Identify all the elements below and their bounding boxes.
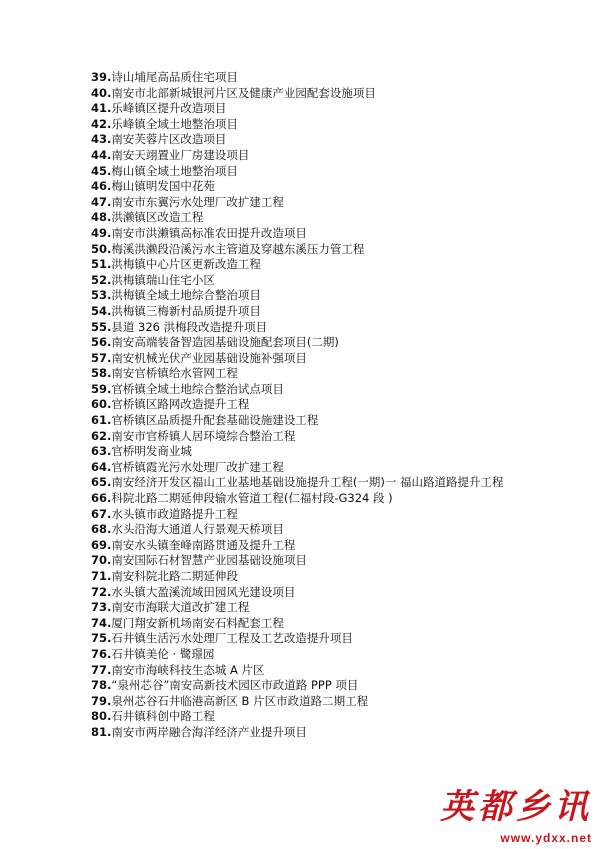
list-item: [91, 725, 541, 741]
list-item: [91, 522, 541, 538]
item-number: 39.: [91, 70, 112, 84]
list-item: [91, 600, 541, 616]
item-text: 县道 326 洪梅段改造提升项目: [111, 319, 268, 334]
list-item: [91, 397, 541, 413]
list-item: [91, 663, 541, 679]
watermark-title: 英都乡讯: [440, 787, 592, 827]
item-number: 71.: [91, 569, 112, 583]
item-number: 56.: [91, 335, 112, 350]
item-number: 73.: [91, 600, 112, 615]
item-number: 44.: [91, 147, 112, 162]
item-number: 53.: [91, 288, 112, 303]
watermark-url: www.ydxx.net: [500, 831, 592, 845]
list-item: [91, 86, 541, 102]
item-number: 47.: [91, 194, 112, 209]
item-text: 梅山镇明发国中花苑: [111, 179, 215, 194]
list-item: [91, 288, 541, 304]
item-number: 48.: [91, 210, 112, 225]
item-text: 官桥镇全域土地综合整治试点项目: [111, 381, 284, 396]
list-item: [91, 507, 541, 523]
item-text: 南安高端装备智造园基础设施配套项目(二期): [111, 335, 339, 350]
item-number: 61.: [91, 413, 112, 428]
item-text: 石井镇生活污水处理厂工程及工艺改造提升项目: [111, 631, 353, 646]
item-text: “泉州芯谷”南安高新技术园区市政道路 PPP 项目: [111, 678, 359, 693]
list-item: [91, 678, 541, 694]
item-number: 75.: [91, 631, 112, 646]
item-text: 乐峰镇全域土地整治项目: [111, 116, 238, 131]
item-text: 水头镇市政道路提升工程: [111, 506, 238, 521]
item-text: 梅山镇全域土地整治项目: [111, 163, 238, 178]
list-item: [91, 117, 541, 133]
item-text: 石井镇科创中路工程: [111, 709, 215, 724]
item-text: 水头沿海大通道人行景观天桥项目: [111, 522, 284, 537]
item-text: 南安市官桥镇人居环境综合整治工程: [111, 428, 296, 443]
item-text: 南安市海联大道改扩建工程: [111, 600, 250, 615]
list-item: [91, 132, 541, 148]
item-number: 79.: [91, 693, 112, 708]
item-text: 洪濑镇区改造工程: [111, 210, 204, 225]
list-item: [91, 429, 541, 445]
item-text: 洪梅镇全域土地综合整治项目: [111, 288, 261, 303]
item-text: 南安国际石材智慧产业园基础设施项目: [111, 553, 307, 568]
list-item: [91, 413, 541, 429]
list-item: [91, 273, 541, 289]
list-item: [91, 304, 541, 320]
item-number: 59.: [91, 381, 112, 396]
item-number: 81.: [91, 724, 112, 739]
item-number: 58.: [91, 366, 112, 381]
item-number: 62.: [91, 428, 112, 443]
list-item: [91, 585, 541, 601]
list-item: [91, 475, 541, 491]
list-item: [91, 242, 541, 258]
item-text: 官桥镇霞光污水处理厂改扩建工程: [111, 459, 284, 474]
item-text: 南安机械光伏产业园基础设施补强项目: [111, 350, 307, 365]
item-number: 43.: [91, 132, 112, 147]
list-item: [91, 569, 541, 585]
item-text: 南安天翊置业厂房建设项目: [111, 147, 250, 162]
item-text: 官桥明发商业城: [111, 444, 192, 459]
item-number: 69.: [91, 537, 112, 552]
item-number: 78.: [91, 678, 112, 693]
item-text: 洪梅镇三梅新村品质提升项目: [111, 303, 261, 318]
item-text: 南安科院北路二期延伸段: [111, 569, 238, 583]
list-item: [91, 351, 541, 367]
item-number: 67.: [91, 506, 112, 521]
item-number: 65.: [91, 475, 112, 490]
item-text: 南安经济开发区福山工业基地基础设施提升工程(一期)一 福山路道路提升工程: [111, 475, 504, 490]
item-number: 66.: [91, 491, 112, 506]
item-number: 76.: [91, 646, 112, 661]
item-number: 54.: [91, 303, 112, 318]
list-item: [91, 148, 541, 164]
item-text: 南安市北部新城银河片区及健康产业园配套设施项目: [111, 85, 376, 100]
item-text: 乐峰镇区提升改造项目: [111, 101, 227, 116]
item-text: 南安市东翼污水处理厂改扩建工程: [111, 194, 284, 209]
item-text: 洪梅镇瑞山住宅小区: [111, 272, 215, 287]
list-item: [91, 616, 541, 632]
list-item: [91, 460, 541, 476]
list-item: [91, 709, 541, 725]
list-item: [91, 335, 541, 351]
item-number: 41.: [91, 101, 112, 116]
item-number: 51.: [91, 257, 112, 272]
item-number: 77.: [91, 662, 112, 677]
list-item: [91, 631, 541, 647]
list-item: [91, 382, 541, 398]
item-text: 南安水头镇奎峰南路贯通及提升工程: [111, 537, 296, 552]
item-text: 石井镇美伦 · 鹭璟园: [111, 646, 215, 661]
list-item: [91, 366, 541, 382]
list-item: [91, 553, 541, 569]
item-number: 74.: [91, 615, 112, 630]
item-text: 科院北路二期延伸段输水管道工程(仁福村段-G324 段 ): [111, 491, 393, 506]
list-item: [91, 694, 541, 710]
item-number: 57.: [91, 350, 112, 365]
item-number: 45.: [91, 163, 112, 178]
item-number: 55.: [91, 319, 112, 334]
list-item: [91, 226, 541, 242]
item-number: 70.: [91, 553, 112, 568]
item-text: 南安官桥镇给水管网工程: [111, 366, 238, 381]
list-item: [91, 195, 541, 211]
item-text: 洪梅镇中心片区更新改造工程: [111, 257, 261, 272]
item-number: 80.: [91, 709, 112, 724]
item-number: 46.: [91, 179, 112, 194]
item-text: 梅溪洪濑段沿溪污水主管道及穿越东溪压力管工程: [111, 241, 365, 256]
item-text: 南安市洪濑镇高标准农田提升改造项目: [111, 225, 307, 240]
list-item: [91, 70, 541, 86]
list-item: [91, 320, 541, 336]
item-number: 40.: [91, 85, 112, 100]
list-item: [91, 210, 541, 226]
item-number: 64.: [91, 459, 112, 474]
item-number: 52.: [91, 272, 112, 287]
item-text: 官桥镇区路网改造提升工程: [111, 397, 250, 412]
item-text: 南安市两岸融合海洋经济产业提升项目: [111, 724, 307, 739]
item-number: 49.: [91, 225, 112, 240]
list-item: [91, 101, 541, 117]
list-item: [91, 164, 541, 180]
item-number: 60.: [91, 397, 112, 412]
list-item: [91, 538, 541, 554]
item-text: 官桥镇区品质提升配套基础设施建设工程: [111, 413, 319, 428]
list-item: [91, 647, 541, 663]
item-number: 72.: [91, 584, 112, 599]
item-number: 68.: [91, 522, 112, 537]
item-text: 泉州芯谷石井临港高新区 B 片区市政道路二期工程: [111, 693, 369, 708]
list-item: [91, 444, 541, 460]
item-text: 厦门翔安新机场南安石料配套工程: [111, 615, 284, 630]
project-list: [91, 70, 541, 741]
item-number: 42.: [91, 116, 112, 131]
list-item: [91, 491, 541, 507]
watermark: [434, 787, 594, 845]
item-text: 水头镇大盈溪流域田园风光建设项目: [111, 584, 296, 599]
item-number: 50.: [91, 241, 112, 256]
list-item: [91, 257, 541, 273]
item-text: 诗山埔尾高品质住宅项目: [111, 70, 238, 84]
list-item: [91, 179, 541, 195]
item-text: 南安市海峡科技生态城 A 片区: [111, 662, 265, 677]
item-number: 63.: [91, 444, 112, 459]
item-text: 南安芙蓉片区改造项目: [111, 132, 227, 147]
